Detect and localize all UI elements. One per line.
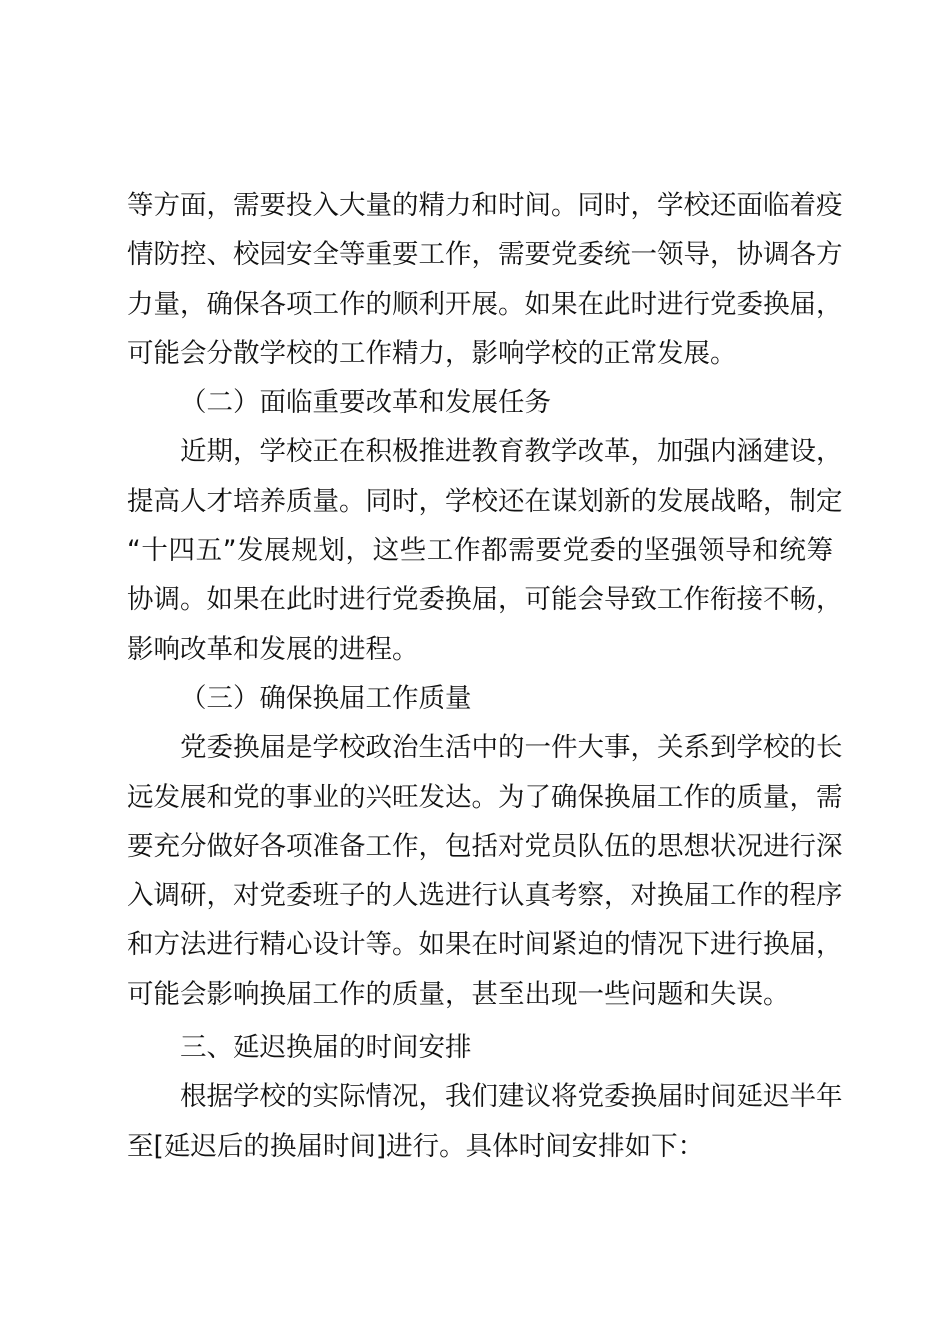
paragraph-quality	[127, 723, 843, 1019]
paragraph-line: 至[延迟后的换届时间]进行。具体时间安排如下：	[127, 1130, 705, 1162]
paragraph-line: 协调。如果在此时进行党委换届，可能会导致工作衔接不畅，	[127, 584, 843, 616]
paragraph-schedule	[127, 1072, 843, 1171]
paragraph-line: 可能会分散学校的工作精力，影响学校的正常发展。	[127, 337, 737, 369]
paragraph-line: 和方法进行精心设计等。如果在时间紧迫的情况下进行换届，	[127, 929, 843, 961]
paragraph-line: 情防控、校园安全等重要工作，需要党委统一领导，协调各方	[127, 239, 843, 271]
paragraph-line: 提高人才培养质量。同时，学校还在谋划新的发展战略，制定	[127, 485, 843, 517]
section-heading-schedule: 三、延迟换届的时间安排	[180, 1032, 472, 1064]
paragraph-line: 等方面，需要投入大量的精力和时间。同时，学校还面临着疫	[127, 190, 843, 221]
subheading-quality: （三）确保换届工作质量	[180, 682, 472, 714]
paragraph-line: 远发展和党的事业的兴旺发达。为了确保换届工作的质量，需	[127, 781, 843, 813]
document-body	[127, 181, 843, 1171]
paragraph-line: 可能会影响换届工作的质量，甚至出现一些问题和失误。	[127, 978, 790, 1010]
paragraph-line: 要充分做好各项准备工作，包括对党员队伍的思想状况进行深	[127, 830, 843, 862]
subheading-reform-tasks: （二）面临重要改革和发展任务	[180, 387, 551, 419]
paragraph-workload	[127, 181, 843, 378]
paragraph-line: 入调研，对党委班子的人选进行认真考察，对换届工作的程序	[127, 880, 843, 912]
paragraph-reform	[127, 427, 843, 673]
paragraph-line: 根据学校的实际情况，我们建议将党委换届时间延迟半年	[180, 1081, 843, 1113]
paragraph-line: 近期，学校正在积极推进教育教学改革，加强内涵建设，	[180, 436, 843, 468]
paragraph-line: 党委换届是学校政治生活中的一件大事，关系到学校的长	[180, 732, 843, 764]
paragraph-line: 力量，确保各项工作的顺利开展。如果在此时进行党委换届，	[127, 288, 843, 320]
paragraph-line: 影响改革和发展的进程。	[127, 633, 419, 665]
paragraph-line: “十四五”发展规划，这些工作都需要党委的坚强领导和统筹	[127, 535, 833, 567]
